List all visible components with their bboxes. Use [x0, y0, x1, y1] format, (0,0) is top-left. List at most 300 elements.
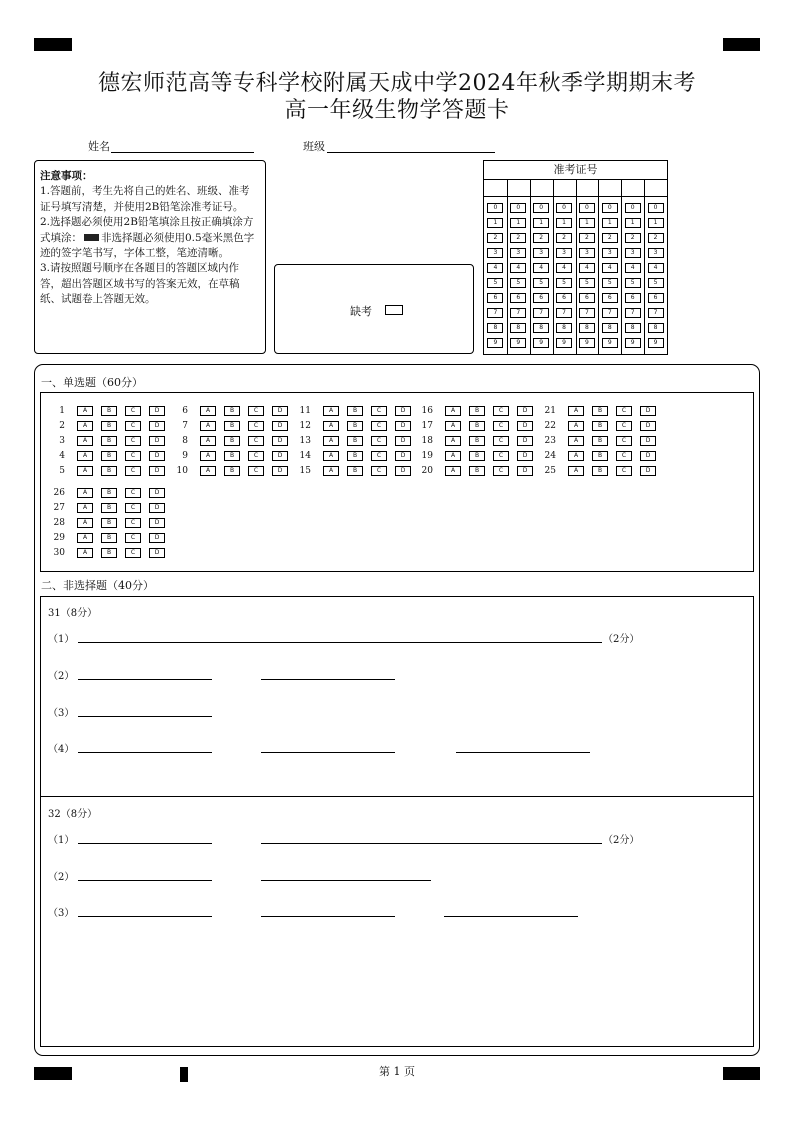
mcq-option-bubble[interactable]: C	[125, 503, 141, 513]
mcq-option-bubble[interactable]: C	[248, 406, 264, 416]
mcq-option-bubble[interactable]: D	[395, 451, 411, 461]
q32-part-3-answer-line-c[interactable]	[444, 916, 578, 917]
mcq-option-bubble[interactable]: D	[149, 466, 165, 476]
exam-id-digit-bubble[interactable]: 2	[487, 233, 503, 243]
mcq-option-bubble[interactable]: D	[149, 488, 165, 498]
mcq-question	[49, 548, 169, 558]
exam-id-digit-bubble[interactable]: 6	[533, 293, 549, 303]
exam-id-digit-bubble[interactable]: 4	[533, 263, 549, 273]
mcq-option-bubble[interactable]: A	[568, 421, 584, 431]
mcq-option-bubble[interactable]: C	[493, 421, 509, 431]
q31-part-1-answer-line[interactable]	[78, 642, 602, 643]
mcq-option-bubble[interactable]: D	[272, 406, 288, 416]
mcq-option-bubble[interactable]: A	[200, 466, 216, 476]
exam-id-digit-bubble[interactable]: 6	[602, 293, 618, 303]
mcq-option-bubble[interactable]: A	[445, 451, 461, 461]
mcq-option-bubble[interactable]: A	[200, 406, 216, 416]
exam-id-digit-bubble[interactable]: 5	[487, 278, 503, 288]
mcq-option-bubble[interactable]: C	[125, 421, 141, 431]
exam-title-line1: 德宏师范高等专科学校附属天成中学2024年秋季学期期末考	[98, 71, 696, 96]
mcq-question	[540, 451, 660, 461]
q32-part-1-answer-line-a[interactable]	[78, 843, 212, 844]
q32-part-1-label: （1）	[48, 835, 75, 846]
exam-id-digit-bubble[interactable]: 8	[648, 323, 664, 333]
mcq-option-bubble[interactable]: C	[493, 466, 509, 476]
mcq-question-number: 30	[53, 548, 65, 558]
mcq-option-bubble[interactable]: A	[77, 466, 93, 476]
mcq-option-bubble[interactable]: C	[616, 421, 632, 431]
q31-part-4-answer-line-a[interactable]	[78, 752, 212, 753]
section1-title: 一、单选题（60分）	[41, 376, 143, 389]
exam-title-line2: 高一年级生物学答题卡	[284, 98, 510, 123]
exam-id-digit-bubble[interactable]: 2	[556, 233, 572, 243]
mcq-option-bubble[interactable]: D	[272, 421, 288, 431]
mcq-option-bubble[interactable]: D	[517, 406, 533, 416]
mcq-option-bubble[interactable]: B	[101, 466, 117, 476]
exam-id-digit-bubble[interactable]: 5	[602, 278, 618, 288]
exam-id-digit-bubble[interactable]: 6	[487, 293, 503, 303]
mcq-option-bubble[interactable]: C	[616, 406, 632, 416]
exam-id-digit-bubble[interactable]: 1	[602, 218, 618, 228]
q31-title: 31（8分）	[48, 608, 98, 619]
name-field[interactable]	[111, 152, 254, 153]
exam-id-digit-bubble[interactable]: 6	[625, 293, 641, 303]
mcq-option-bubble[interactable]: A	[568, 466, 584, 476]
exam-id-digit-bubble[interactable]: 4	[602, 263, 618, 273]
mcq-question	[49, 451, 169, 461]
exam-id-digit-bubble[interactable]: 4	[556, 263, 572, 273]
mcq-option-bubble[interactable]: D	[149, 548, 165, 558]
registration-mark-top-left	[34, 38, 72, 51]
mcq-option-bubble[interactable]: B	[347, 466, 363, 476]
exam-id-digit-bubble[interactable]: 8	[510, 323, 526, 333]
mcq-question	[49, 421, 169, 431]
mcq-option-bubble[interactable]: C	[371, 421, 387, 431]
exam-id-digit-bubble[interactable]: 2	[648, 233, 664, 243]
mcq-option-bubble[interactable]: B	[101, 503, 117, 513]
mcq-option-bubble[interactable]: B	[592, 406, 608, 416]
mcq-option-bubble[interactable]: A	[323, 421, 339, 431]
mcq-option-bubble[interactable]: C	[493, 436, 509, 446]
mcq-option-bubble[interactable]: B	[224, 421, 240, 431]
mcq-option-bubble[interactable]: B	[347, 451, 363, 461]
q31-panel	[40, 596, 754, 797]
exam-id-digit-bubble[interactable]: 1	[510, 218, 526, 228]
exam-id-digit-bubble[interactable]: 0	[579, 203, 595, 213]
exam-id-digit-bubble[interactable]: 5	[510, 278, 526, 288]
mcq-question-number: 18	[421, 436, 433, 446]
mcq-question-number: 13	[299, 436, 311, 446]
q31-part-3-label: （3）	[48, 708, 75, 719]
mcq-option-bubble[interactable]: A	[77, 406, 93, 416]
mcq-option-bubble[interactable]: D	[640, 466, 656, 476]
q32-part-2-answer-line-b[interactable]	[261, 880, 431, 881]
mcq-option-bubble[interactable]: B	[224, 436, 240, 446]
mcq-option-bubble[interactable]: B	[224, 466, 240, 476]
exam-id-digit-bubble[interactable]: 6	[510, 293, 526, 303]
exam-id-digit-bubble[interactable]: 7	[533, 308, 549, 318]
absent-label: 缺考	[350, 305, 372, 318]
exam-id-digit-bubble[interactable]: 1	[533, 218, 549, 228]
mcq-question-number: 21	[544, 406, 556, 416]
mcq-option-bubble[interactable]: D	[149, 518, 165, 528]
exam-id-digit-bubble[interactable]: 5	[625, 278, 641, 288]
q31-part-3-answer-line[interactable]	[78, 716, 212, 717]
exam-id-digit-bubble[interactable]: 8	[556, 323, 572, 333]
notice-box	[34, 160, 266, 354]
mcq-option-bubble[interactable]: D	[640, 406, 656, 416]
exam-id-digit-bubble[interactable]: 9	[602, 338, 618, 348]
q31-part-4-label: （4）	[48, 744, 75, 755]
notice-item-2	[40, 215, 260, 261]
mcq-option-bubble[interactable]: D	[517, 451, 533, 461]
mcq-question	[172, 421, 292, 431]
exam-id-digit-bubble[interactable]: 1	[556, 218, 572, 228]
mcq-option-bubble[interactable]: A	[77, 533, 93, 543]
mcq-option-bubble[interactable]: B	[592, 451, 608, 461]
mcq-option-bubble[interactable]: B	[101, 533, 117, 543]
mcq-question-number: 28	[53, 518, 65, 528]
exam-id-digit-bubble[interactable]: 7	[625, 308, 641, 318]
mcq-option-bubble[interactable]: C	[248, 451, 264, 461]
exam-id-digit-bubble[interactable]: 9	[648, 338, 664, 348]
mcq-option-bubble[interactable]: B	[101, 488, 117, 498]
exam-id-digit-bubble[interactable]: 7	[602, 308, 618, 318]
exam-id-digit-bubble[interactable]: 1	[625, 218, 641, 228]
mcq-option-bubble[interactable]: A	[445, 466, 461, 476]
mcq-option-bubble[interactable]: B	[347, 421, 363, 431]
mcq-option-bubble[interactable]: D	[640, 421, 656, 431]
exam-id-digit-bubble[interactable]: 7	[579, 308, 595, 318]
q31-part-4-answer-line-c[interactable]	[456, 752, 590, 753]
q32-part-3-answer-line-a[interactable]	[78, 916, 212, 917]
q31-part-2-answer-line-a[interactable]	[78, 679, 212, 680]
mcq-option-bubble[interactable]: D	[149, 451, 165, 461]
mcq-option-bubble[interactable]: B	[101, 548, 117, 558]
exam-id-digit-bubble[interactable]: 1	[648, 218, 664, 228]
exam-id-digit-bubble[interactable]: 3	[487, 248, 503, 258]
mcq-option-bubble[interactable]: C	[616, 451, 632, 461]
mcq-question	[172, 406, 292, 416]
q31-part-1-points: （2分）	[603, 634, 640, 645]
q31-part-2-answer-line-b[interactable]	[261, 679, 395, 680]
exam-id-digit-bubble[interactable]: 8	[533, 323, 549, 333]
mcq-option-bubble[interactable]: C	[125, 451, 141, 461]
mcq-option-bubble[interactable]: D	[395, 436, 411, 446]
exam-id-digit-bubble[interactable]: 9	[487, 338, 503, 348]
mcq-option-bubble[interactable]: C	[371, 451, 387, 461]
exam-id-digit-bubble[interactable]: 3	[533, 248, 549, 258]
exam-id-digit-bubble[interactable]: 9	[533, 338, 549, 348]
exam-id-digit-bubble[interactable]: 6	[556, 293, 572, 303]
mcq-question	[540, 436, 660, 446]
mcq-question-number: 11	[299, 406, 311, 416]
exam-id-digit-bubble[interactable]: 0	[556, 203, 572, 213]
mcq-option-bubble[interactable]: B	[592, 466, 608, 476]
mcq-question	[417, 451, 537, 461]
mcq-option-bubble[interactable]: D	[272, 451, 288, 461]
mcq-option-bubble[interactable]: A	[77, 421, 93, 431]
exam-id-digit-bubble[interactable]: 1	[487, 218, 503, 228]
q32-part-1-points: （2分）	[603, 835, 640, 846]
exam-id-digit-bubble[interactable]: 4	[648, 263, 664, 273]
q31-part-4-answer-line-b[interactable]	[261, 752, 395, 753]
mcq-question	[295, 421, 415, 431]
mcq-option-bubble[interactable]: D	[395, 421, 411, 431]
mcq-question	[49, 466, 169, 476]
mcq-question	[49, 436, 169, 446]
notice-item-2a: 2.选择题必须使用2B铅笔填涂且按正确填涂方式填涂：	[40, 216, 254, 244]
mcq-option-bubble[interactable]: A	[77, 518, 93, 528]
mcq-option-bubble[interactable]: D	[149, 436, 165, 446]
mcq-option-bubble[interactable]: D	[272, 436, 288, 446]
mcq-option-bubble[interactable]: A	[77, 503, 93, 513]
mcq-option-bubble[interactable]: C	[125, 488, 141, 498]
mcq-option-bubble[interactable]: B	[101, 406, 117, 416]
exam-id-digit-bubble[interactable]: 5	[533, 278, 549, 288]
exam-id-digit-bubble[interactable]: 4	[510, 263, 526, 273]
notice-item-1: 1.答题前，考生先将自己的姓名、班级、准考证号填写清楚，并使用2B铅笔涂准考证号。	[40, 185, 250, 213]
name-label: 姓名	[88, 140, 110, 153]
exam-id-column-divider	[621, 179, 622, 354]
mcq-option-bubble[interactable]: B	[469, 406, 485, 416]
exam-id-digit-bubble[interactable]: 5	[556, 278, 572, 288]
exam-id-digit-bubble[interactable]: 0	[648, 203, 664, 213]
exam-id-digit-bubble[interactable]: 2	[510, 233, 526, 243]
mcq-question-number: 22	[544, 421, 556, 431]
exam-id-digit-bubble[interactable]: 0	[510, 203, 526, 213]
exam-id-title: 准考证号	[484, 161, 667, 180]
mcq-option-bubble[interactable]: A	[200, 436, 216, 446]
mcq-option-bubble[interactable]: B	[469, 466, 485, 476]
mcq-option-bubble[interactable]: A	[200, 421, 216, 431]
exam-id-digit-bubble[interactable]: 7	[648, 308, 664, 318]
exam-id-digit-bubble[interactable]: 0	[533, 203, 549, 213]
mcq-option-bubble[interactable]: C	[493, 451, 509, 461]
exam-id-digit-bubble[interactable]: 4	[487, 263, 503, 273]
mcq-option-bubble[interactable]: D	[640, 436, 656, 446]
mcq-option-bubble[interactable]: A	[323, 451, 339, 461]
mcq-option-bubble[interactable]: B	[469, 451, 485, 461]
mcq-option-bubble[interactable]: D	[272, 466, 288, 476]
exam-id-digit-bubble[interactable]: 3	[625, 248, 641, 258]
exam-id-digit-bubble[interactable]: 9	[579, 338, 595, 348]
exam-id-digit-bubble[interactable]: 6	[648, 293, 664, 303]
exam-id-digit-bubble[interactable]: 9	[510, 338, 526, 348]
mcq-option-bubble[interactable]: D	[517, 421, 533, 431]
absent-box	[274, 264, 474, 354]
mcq-question-number: 17	[421, 421, 433, 431]
mcq-option-bubble[interactable]: A	[445, 406, 461, 416]
mcq-question-number: 6	[182, 406, 188, 416]
mcq-option-bubble[interactable]: A	[323, 406, 339, 416]
mcq-option-bubble[interactable]: B	[101, 518, 117, 528]
mcq-option-bubble[interactable]: D	[395, 406, 411, 416]
exam-id-digit-bubble[interactable]: 7	[556, 308, 572, 318]
exam-id-grid	[483, 160, 668, 355]
mcq-question-number: 16	[421, 406, 433, 416]
mcq-question-number: 5	[59, 466, 65, 476]
mcq-option-bubble[interactable]: A	[445, 436, 461, 446]
mcq-option-bubble[interactable]: B	[469, 436, 485, 446]
mcq-option-bubble[interactable]: B	[224, 451, 240, 461]
mcq-question	[295, 451, 415, 461]
mcq-question-number: 14	[299, 451, 311, 461]
exam-id-column-divider	[644, 179, 645, 354]
exam-id-digit-bubble[interactable]: 2	[579, 233, 595, 243]
mcq-option-bubble[interactable]: D	[149, 406, 165, 416]
mcq-question-number: 19	[421, 451, 433, 461]
exam-id-digit-bubble[interactable]: 0	[602, 203, 618, 213]
mcq-question-number: 7	[182, 421, 188, 431]
mcq-option-bubble[interactable]: A	[77, 451, 93, 461]
exam-id-digit-bubble[interactable]: 3	[648, 248, 664, 258]
exam-id-digit-bubble[interactable]: 7	[510, 308, 526, 318]
mcq-option-bubble[interactable]: C	[616, 466, 632, 476]
mcq-option-bubble[interactable]: A	[445, 421, 461, 431]
exam-id-digit-bubble[interactable]: 2	[533, 233, 549, 243]
notice-heading: 注意事项：	[40, 170, 93, 182]
mcq-option-bubble[interactable]: A	[568, 406, 584, 416]
absent-checkbox[interactable]	[385, 305, 403, 315]
exam-id-digit-bubble[interactable]: 7	[487, 308, 503, 318]
mcq-question	[417, 436, 537, 446]
exam-id-digit-bubble[interactable]: 3	[579, 248, 595, 258]
exam-id-digit-bubble[interactable]: 9	[556, 338, 572, 348]
mcq-option-bubble[interactable]: B	[101, 421, 117, 431]
mcq-question-number: 20	[421, 466, 433, 476]
mcq-option-bubble[interactable]: B	[101, 451, 117, 461]
mcq-question	[49, 406, 169, 416]
mcq-question	[49, 503, 169, 513]
exam-id-digit-bubble[interactable]: 3	[556, 248, 572, 258]
page-number: 第 1 页	[379, 1065, 415, 1078]
mcq-question-number: 26	[53, 488, 65, 498]
exam-id-digit-bubble[interactable]: 2	[602, 233, 618, 243]
filled-bubble-sample-icon	[84, 234, 99, 241]
mcq-question	[295, 466, 415, 476]
exam-id-digit-bubble[interactable]: 8	[579, 323, 595, 333]
mcq-option-bubble[interactable]: C	[371, 436, 387, 446]
exam-id-digit-bubble[interactable]: 4	[625, 263, 641, 273]
mcq-option-bubble[interactable]: D	[395, 466, 411, 476]
mcq-option-bubble[interactable]: B	[101, 436, 117, 446]
mcq-option-bubble[interactable]: B	[592, 421, 608, 431]
mcq-panel	[40, 392, 754, 572]
mcq-option-bubble[interactable]: A	[77, 436, 93, 446]
mcq-option-bubble[interactable]: A	[323, 466, 339, 476]
mcq-option-bubble[interactable]: C	[248, 466, 264, 476]
exam-id-digit-bubble[interactable]: 3	[510, 248, 526, 258]
mcq-option-bubble[interactable]: C	[371, 466, 387, 476]
exam-id-digit-bubble[interactable]: 3	[602, 248, 618, 258]
mcq-option-bubble[interactable]: C	[616, 436, 632, 446]
q32-part-3-answer-line-b[interactable]	[261, 916, 395, 917]
mcq-option-bubble[interactable]: C	[125, 436, 141, 446]
mcq-option-bubble[interactable]: D	[640, 451, 656, 461]
q32-part-1-answer-line-b[interactable]	[261, 843, 602, 844]
mcq-option-bubble[interactable]: C	[125, 533, 141, 543]
mcq-option-bubble[interactable]: A	[568, 436, 584, 446]
q32-part-3-label: （3）	[48, 908, 75, 919]
exam-id-digit-bubble[interactable]: 8	[625, 323, 641, 333]
mcq-option-bubble[interactable]: A	[323, 436, 339, 446]
mcq-option-bubble[interactable]: C	[248, 436, 264, 446]
mcq-question-number: 25	[544, 466, 556, 476]
mcq-question	[295, 436, 415, 446]
mcq-option-bubble[interactable]: B	[592, 436, 608, 446]
exam-id-column-divider	[576, 179, 577, 354]
mcq-question-number: 4	[59, 451, 65, 461]
q31-part-1-label: （1）	[48, 634, 75, 645]
notice-item-2b: 非选择题必须使用0.5毫米黑色字迹的签字笔书写，字体工整，笔迹清晰。	[40, 231, 255, 260]
mcq-question	[540, 406, 660, 416]
mcq-question	[49, 518, 169, 528]
exam-id-digit-bubble[interactable]: 5	[648, 278, 664, 288]
mcq-question-number: 27	[53, 503, 65, 513]
exam-id-column-divider	[530, 179, 531, 354]
mcq-question	[295, 406, 415, 416]
mcq-option-bubble[interactable]: C	[125, 548, 141, 558]
mcq-option-bubble[interactable]: D	[149, 533, 165, 543]
exam-id-digit-bubble[interactable]: 4	[579, 263, 595, 273]
exam-id-digit-bubble[interactable]: 0	[487, 203, 503, 213]
exam-id-digit-bubble[interactable]: 8	[602, 323, 618, 333]
q32-title: 32（8分）	[48, 809, 98, 820]
mcq-question	[417, 406, 537, 416]
mcq-question	[417, 421, 537, 431]
mcq-option-bubble[interactable]: A	[77, 548, 93, 558]
class-label: 班级	[303, 140, 325, 153]
mcq-option-bubble[interactable]: D	[149, 421, 165, 431]
mcq-option-bubble[interactable]: B	[469, 421, 485, 431]
mcq-option-bubble[interactable]: C	[371, 406, 387, 416]
mcq-question-number: 2	[59, 421, 65, 431]
mcq-question-number: 29	[53, 533, 65, 543]
exam-id-digit-bubble[interactable]: 5	[579, 278, 595, 288]
mcq-option-bubble[interactable]: C	[125, 406, 141, 416]
mcq-option-bubble[interactable]: B	[224, 406, 240, 416]
exam-id-digit-bubble[interactable]: 6	[579, 293, 595, 303]
exam-id-digit-bubble[interactable]: 0	[625, 203, 641, 213]
exam-id-digit-bubble[interactable]: 9	[625, 338, 641, 348]
mcq-option-bubble[interactable]: C	[125, 466, 141, 476]
mcq-option-bubble[interactable]: A	[568, 451, 584, 461]
mcq-question	[417, 466, 537, 476]
mcq-option-bubble[interactable]: A	[77, 488, 93, 498]
mcq-option-bubble[interactable]: C	[125, 518, 141, 528]
mcq-question	[49, 488, 169, 498]
notice-item-3: 3.请按照题号顺序在各题目的答题区域内作答，超出答题区域书写的答案无效，在草稿纸、试题卷上答题无效。	[40, 262, 240, 306]
class-field[interactable]	[327, 152, 495, 153]
q31-part-2-label: （2）	[48, 671, 75, 682]
mcq-option-bubble[interactable]: C	[493, 406, 509, 416]
mcq-option-bubble[interactable]: D	[517, 436, 533, 446]
mcq-option-bubble[interactable]: C	[248, 421, 264, 431]
mcq-option-bubble[interactable]: D	[517, 466, 533, 476]
exam-id-digit-bubble[interactable]: 1	[579, 218, 595, 228]
mcq-option-bubble[interactable]: D	[149, 503, 165, 513]
exam-id-digit-bubble[interactable]: 8	[487, 323, 503, 333]
registration-mark-top-right	[723, 38, 760, 51]
mcq-option-bubble[interactable]: B	[347, 436, 363, 446]
exam-id-digit-bubble[interactable]: 2	[625, 233, 641, 243]
mcq-option-bubble[interactable]: B	[347, 406, 363, 416]
mcq-question	[49, 533, 169, 543]
mcq-option-bubble[interactable]: A	[200, 451, 216, 461]
mcq-question	[540, 421, 660, 431]
q32-part-2-answer-line-a[interactable]	[78, 880, 212, 881]
